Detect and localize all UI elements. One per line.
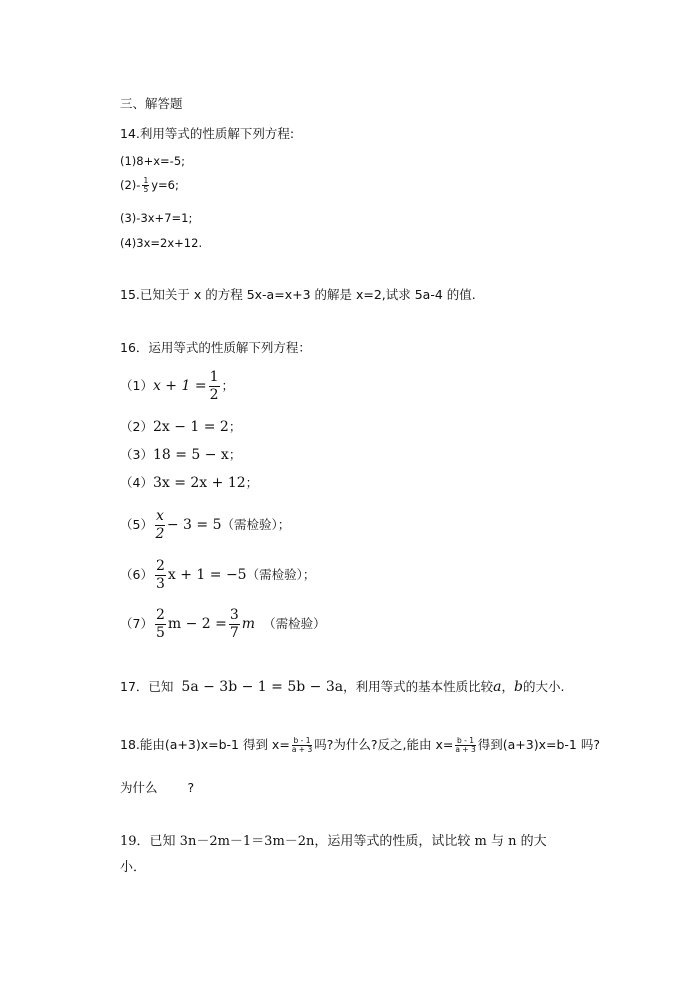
item-tail: （需检验） bbox=[263, 616, 326, 631]
q19-line-1: 19．已知 3n－2m－1＝3m－2n，运用等式的性质，试比较 m 与 n 的大 bbox=[120, 834, 547, 849]
equation-fraction bbox=[155, 607, 166, 642]
q16-item-2 bbox=[120, 419, 241, 435]
item-tail: （需检验）； bbox=[221, 517, 291, 532]
q14-stem: 14.利用等式的性质解下列方程: bbox=[120, 126, 295, 141]
q18-line-1 bbox=[120, 737, 600, 754]
equation-fraction bbox=[155, 508, 165, 543]
q16-item-5 bbox=[120, 508, 290, 543]
q17-var-b: b bbox=[513, 679, 523, 695]
q18-part-c: 得到(a+3)x=b-1 吗? bbox=[477, 737, 600, 752]
fraction-numerator: x bbox=[155, 508, 164, 524]
item-label: （1） bbox=[120, 378, 153, 393]
equation-right: m bbox=[241, 616, 256, 632]
fraction-denominator: a + 3 bbox=[455, 745, 476, 754]
q18-question-mark: ? bbox=[187, 780, 195, 795]
equation-right: − 3 = 5 bbox=[166, 517, 222, 533]
q17-comma: ， bbox=[501, 679, 514, 694]
fraction-denominator: 2 bbox=[155, 526, 165, 542]
equation: 2x − 1 = 2 bbox=[152, 419, 229, 435]
item-tail: ； bbox=[221, 378, 235, 393]
q16-item-7 bbox=[120, 607, 326, 642]
item-label: （3） bbox=[120, 447, 153, 462]
equation: 18 = 5 − x bbox=[152, 447, 229, 463]
fraction-denominator: 5 bbox=[143, 185, 149, 194]
q15-stem: 15.已知关于 x 的方程 5x-a=x+3 的解是 x=2,试求 5a-4 的值. bbox=[120, 287, 476, 302]
section-title-text: 三、解答题 bbox=[120, 96, 183, 111]
q18-part-b: 吗?为什么?反之,能由 x= bbox=[314, 737, 454, 752]
item-tail: ； bbox=[228, 419, 242, 434]
item-label: （2） bbox=[120, 419, 153, 434]
q16-stem: 16．运用等式的性质解下列方程： bbox=[120, 340, 311, 355]
equation-right: x + 1 = −5 bbox=[167, 567, 247, 583]
q17-suffix: 的大小. bbox=[522, 679, 565, 694]
item-tail: ； bbox=[228, 447, 242, 462]
section-title bbox=[120, 96, 183, 112]
item-label: （6） bbox=[120, 567, 153, 582]
q16-item-6 bbox=[120, 558, 315, 593]
item-tail: ； bbox=[245, 475, 259, 490]
q14-item-1: (1)8+x=-5; bbox=[120, 154, 186, 168]
q18-fraction-2 bbox=[455, 737, 475, 754]
equation-left: x + 1 = bbox=[152, 378, 207, 394]
equation-fraction-2 bbox=[229, 607, 240, 642]
fraction-denominator: 7 bbox=[229, 625, 239, 641]
equation: 3x = 2x + 12 bbox=[152, 475, 246, 491]
fraction-numerator: 3 bbox=[229, 607, 239, 623]
q14-item-2 bbox=[120, 177, 179, 194]
item-label: （7） bbox=[120, 616, 153, 631]
equation-middle: m − 2 = bbox=[167, 616, 227, 632]
q14-item-4: (4)3x=2x+12. bbox=[120, 236, 203, 250]
fraction-numerator: b - 1 bbox=[457, 736, 475, 745]
q16-item-3 bbox=[120, 447, 241, 463]
fraction-numerator: 2 bbox=[155, 607, 165, 623]
q14-item-2-tail: y=6; bbox=[151, 178, 179, 192]
fraction-denominator: 2 bbox=[209, 387, 219, 403]
q16-item-1 bbox=[120, 369, 234, 404]
q17-equation: 5a − 3b − 1 = 5b − 3a bbox=[181, 679, 344, 695]
q18-fraction-1 bbox=[292, 737, 312, 754]
q18-part-a: 18.能由(a+3)x=b-1 得到 x= bbox=[120, 737, 290, 752]
q14-item-2-label: (2)- bbox=[120, 178, 141, 192]
equation-fraction bbox=[209, 369, 220, 404]
item-tail: （需检验）； bbox=[246, 567, 316, 582]
q17 bbox=[120, 679, 564, 695]
q17-prefix: 17．已知 bbox=[120, 679, 174, 694]
q14-item-3: (3)-3x+7=1; bbox=[120, 211, 193, 225]
fraction-numerator: 2 bbox=[155, 558, 165, 574]
fraction-numerator: 1 bbox=[209, 369, 219, 385]
fraction-denominator: 3 bbox=[155, 576, 165, 592]
q17-middle: ，利用等式的基本性质比较 bbox=[343, 679, 494, 694]
q18-why: 为什么 bbox=[120, 780, 158, 795]
fraction-numerator: b - 1 bbox=[293, 736, 311, 745]
q17-var-a: a bbox=[493, 679, 502, 695]
q19-line-2: 小． bbox=[120, 860, 147, 875]
equation-fraction bbox=[155, 558, 166, 593]
fraction-numerator: 1 bbox=[143, 176, 149, 185]
q18-line-2 bbox=[120, 780, 194, 796]
item-label: （5） bbox=[120, 517, 153, 532]
fraction-denominator: a + 3 bbox=[291, 745, 313, 754]
fraction-denominator: 5 bbox=[155, 625, 165, 641]
q14-item-2-fraction bbox=[142, 177, 149, 194]
item-label: （4） bbox=[120, 475, 153, 490]
q16-item-4 bbox=[120, 475, 258, 491]
